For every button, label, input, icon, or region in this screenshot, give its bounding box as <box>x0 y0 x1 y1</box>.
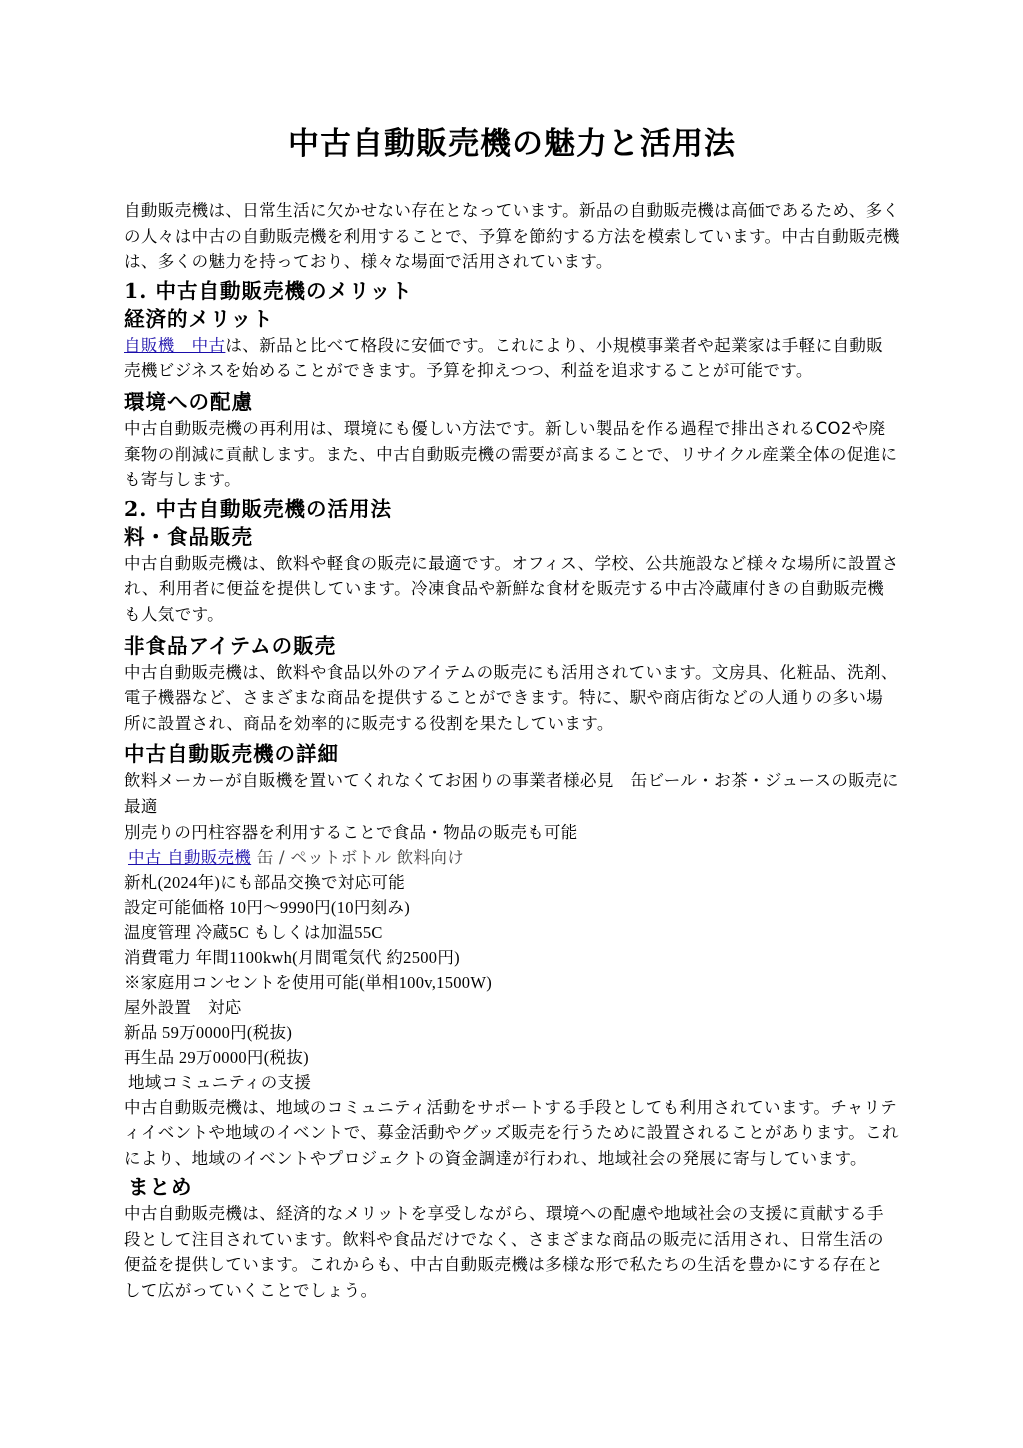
spec-line: ※家庭用コンセントを使用可能(単相100v,1500W) <box>124 972 493 992</box>
subheading-environment: 環境への配慮 <box>124 389 253 414</box>
spec-line: 屋外設置 対応 <box>124 997 242 1017</box>
spec-line: 温度管理 冷蔵5C もしくは加温55C <box>124 922 383 942</box>
subheading-food-sales: 料・食品販売 <box>124 524 253 549</box>
spec-line: 新品 59万0000円(税抜) <box>124 1022 293 1042</box>
section-title: 中古自動販売機の活用法 <box>155 496 393 521</box>
spec-line: 新札(2024年)にも部品交換で対応可能 <box>124 872 405 892</box>
paragraph-food-sales: 中古自動販売機は、飲料や軽食の販売に最適です。オフィス、学校、公共施設など様々な場所に設置され、利用者に便益を提供しています。冷凍食品や新鮮な食材を販売する中古冷蔵庫付きの自動販売機も人気です。 <box>124 553 899 624</box>
paragraph-economic <box>124 333 900 384</box>
product-link-line <box>124 845 900 870</box>
product-link-suffix: 缶 / ペットボトル 飲料向け <box>251 847 464 867</box>
paragraph-community: 中古自動販売機は、地域のコミュニティ活動をサポートする手段としても利用されています。チャリティイベントや地域のイベントで、募金活動やグッズ販売を行うために設置されることがあります。これにより、地域のイベントやプロジェクトの資金調達が行われ、地域社会の発展に寄与しています。 <box>124 1097 899 1168</box>
article <box>124 118 900 1304</box>
detail-line: 別売りの円柱容器を利用することで食品・物品の販売も可能 <box>124 822 578 842</box>
spec-line: 再生品 29万0000円(税抜) <box>124 1047 309 1067</box>
subheading-nonfood-sales: 非食品アイテムの販売 <box>124 633 337 658</box>
paragraph-summary: 中古自動販売機は、経済的なメリットを享受しながら、環境への配慮や地域社会の支援に貢献する手段として注目されています。飲料や食品だけでなく、さまざまな商品の販売に活用され、日常生活の便益を提供しています。これからも、中古自動販売機は多様な形で私たちの生活を豊かにする存在として広がっていくことでしょう。 <box>124 1204 884 1301</box>
paragraph-economic-text: は、新品と比べて格段に安価です。これにより、小規模事業者や起業家は手軽に自動販売機ビジネスを始めることができます。予算を抑えつつ、利益を追求することが可能です。 <box>124 335 884 381</box>
intro-paragraph: 自動販売機は、日常生活に欠かせない存在となっています。新品の自動販売機は高価であるため、多くの人々は中古の自動販売機を利用することで、予算を節約する方法を模索しています。中古自動販売機は、多くの魅力を持っており、様々な場面で活用されています。 <box>124 201 900 272</box>
section-number: 2. <box>124 496 148 521</box>
paragraph-environment: 中古自動販売機の再利用は、環境にも優しい方法です。新しい製品を作る過程で排出されるCO2や廃棄物の削減に貢献します。また、中古自動販売機の需要が高まることで、リサイクル産業全体の促進にも寄与します。 <box>124 418 898 490</box>
used-vending-link[interactable]: 自販機 中古 <box>124 335 226 355</box>
subheading-community: 地域コミュニティの支援 <box>128 1072 312 1092</box>
spec-line: 設定可能価格 10円〜9990円(10円刻み) <box>124 897 411 917</box>
paragraph-nonfood-sales: 中古自動販売機は、飲料や食品以外のアイテムの販売にも活用されています。文房具、化粧品、洗剤、電子機器など、さまざまな商品を提供することができます。特に、駅や商店街などの人通りの多い場所に設置され、商品を効率的に販売する役割を果たしています。 <box>124 662 898 733</box>
paragraph-details: 飲料メーカーが自販機を置いてくれなくてお困りの事業者様必見 缶ビール・お茶・ジュースの販売に最適 <box>124 771 899 816</box>
section-heading-uses <box>124 495 900 523</box>
subheading-economic: 経済的メリット <box>124 306 274 331</box>
subheading-details: 中古自動販売機の詳細 <box>124 742 339 767</box>
section-title: 中古自動販売機のメリット <box>155 278 413 303</box>
page-title: 中古自動販売機の魅力と活用法 <box>288 126 736 162</box>
section-heading-merits <box>124 277 900 305</box>
subheading-summary: まとめ <box>128 1175 193 1200</box>
spec-line: 消費電力 年間1100kwh(月間電気代 約2500円) <box>124 947 460 967</box>
section-number: 1. <box>124 278 148 303</box>
used-vending-machine-link[interactable]: 中古 自動販売機 <box>128 847 252 867</box>
